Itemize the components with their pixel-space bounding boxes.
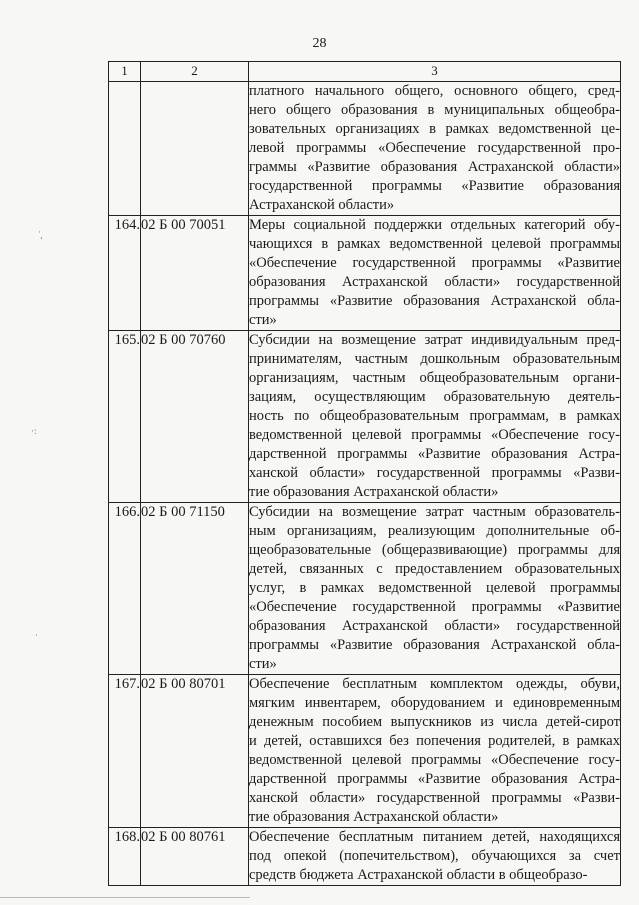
description-line: щеобразовательные (общеразвивающие) программы для — [249, 542, 620, 558]
description-line: тие образования Астраханской области» — [249, 809, 499, 825]
budget-code: 02 Б 00 70760 — [141, 331, 249, 503]
description-line: ным организациям, реализующим дополнительные об- — [249, 523, 620, 539]
table-row — [109, 503, 621, 675]
budget-classification-table — [108, 61, 621, 886]
description-line: ханской области» государственной программы «Разви- — [249, 465, 620, 481]
page-number: 28 — [312, 36, 327, 51]
description-line: программы «Развитие образования Астраханской обла- — [249, 293, 620, 309]
description-line: образования Астраханской области» государственной — [249, 274, 620, 290]
table-header-row — [109, 62, 621, 82]
header-col-1: 1 — [109, 62, 141, 82]
description-line: ведомственной целевой программы «Обеспечение госу- — [249, 752, 620, 768]
row-description — [249, 82, 621, 216]
description-line: ханской области» государственной программы «Разви- — [249, 790, 620, 806]
description-line: принимателям, частным дошкольным образовательным — [249, 351, 620, 367]
description-line: Субсидии на возмещение затрат индивидуальным пред- — [249, 332, 620, 348]
description-line: «Обеспечение государственной программы «Развитие — [249, 255, 620, 271]
scan-speck: ·: — [31, 426, 37, 436]
table-row — [109, 216, 621, 331]
row-number — [109, 82, 141, 216]
description-line: программы «Развитие образования Астраханской обла- — [249, 637, 620, 653]
description-line: организациям, частным общеобразовательным органи- — [249, 370, 620, 386]
table-row — [109, 82, 621, 216]
header-col-2: 2 — [141, 62, 249, 82]
header-col-3: 3 — [249, 62, 621, 82]
description-line: «Обеспечение государственной программы «Развитие — [249, 599, 620, 615]
description-line: ность по общеобразовательным программам, в рамках — [249, 408, 620, 424]
row-number: 164. — [109, 216, 141, 331]
description-line: Субсидии на возмещение затрат частным образователь- — [249, 504, 620, 520]
budget-code: 02 Б 00 80761 — [141, 828, 249, 886]
budget-code: 02 Б 00 80701 — [141, 675, 249, 828]
description-line: и детей, оставшихся без попечения родителей, в рамках — [249, 733, 620, 749]
description-line: образования Астраханской области» государственной — [249, 618, 620, 634]
row-description — [249, 331, 621, 503]
row-description — [249, 503, 621, 675]
description-line: Астраханской области» — [249, 197, 395, 213]
description-line: чающихся в рамках ведомственной целевой программы — [249, 236, 620, 252]
description-line: дарственной программы «Развитие образования Астра- — [249, 771, 620, 787]
row-description — [249, 675, 621, 828]
scan-speck: · — [35, 630, 38, 640]
description-line: Обеспечение бесплатным комплектом одежды, обуви, — [249, 676, 620, 692]
row-number: 166. — [109, 503, 141, 675]
description-line: левой программы «Обеспечение государственной про- — [249, 140, 620, 156]
scan-speck: · — [38, 227, 41, 237]
row-description — [249, 828, 621, 886]
row-description — [249, 216, 621, 331]
description-line: зациям, осуществляющим образовательную деятель- — [249, 389, 620, 405]
description-line: под опекой (попечительством), обучающихся за счет — [249, 848, 620, 864]
scan-speck: ‘ — [40, 235, 43, 245]
table-body — [109, 82, 621, 886]
table-row — [109, 675, 621, 828]
budget-code: 02 Б 00 71150 — [141, 503, 249, 675]
description-line: денежным пособием выпускников из числа детей-сирот — [249, 714, 620, 730]
description-line: Обеспечение бесплатным питанием детей, находящихся — [249, 829, 620, 845]
row-number: 165. — [109, 331, 141, 503]
description-line: платного начального общего, основного общего, сред- — [249, 83, 620, 99]
description-line: ведомственной целевой программы «Обеспечение госу- — [249, 427, 620, 443]
description-line: детей, связанных с предоставлением образовательных — [249, 561, 620, 577]
scan-edge-line — [0, 897, 250, 898]
description-line: тие образования Астраханской области» — [249, 484, 499, 500]
description-line: него общего образования в муниципальных общеобра- — [249, 102, 620, 118]
row-number: 167. — [109, 675, 141, 828]
description-line: мягким инвентарем, оборудованием и единовременным — [249, 695, 620, 711]
description-line: дарственной программы «Развитие образования Астра- — [249, 446, 620, 462]
row-number: 168. — [109, 828, 141, 886]
description-line: Меры социальной поддержки отдельных категорий обу- — [249, 217, 620, 233]
budget-code: 02 Б 00 70051 — [141, 216, 249, 331]
table-row — [109, 828, 621, 886]
description-line: граммы «Развитие образования Астраханской области» — [249, 159, 620, 175]
description-line: средств бюджета Астраханской области в общеобразо- — [249, 867, 588, 883]
description-line: сти» — [249, 656, 277, 672]
table-row — [109, 331, 621, 503]
description-line: зовательных организациях в рамках ведомственной це- — [249, 121, 620, 137]
budget-code — [141, 82, 249, 216]
description-line: услуг, в рамках ведомственной целевой программы — [249, 580, 620, 596]
description-line: государственной программы «Развитие образования — [249, 178, 620, 194]
description-line: сти» — [249, 312, 277, 328]
